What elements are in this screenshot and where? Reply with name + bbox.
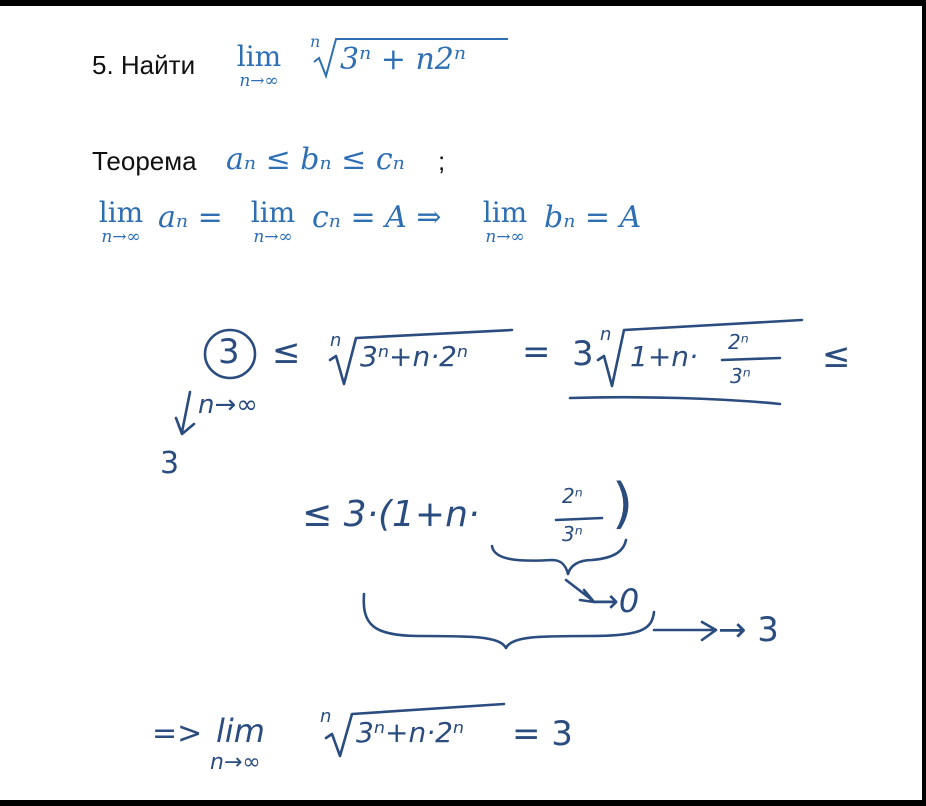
hw-rhs-root-index: n xyxy=(600,324,612,345)
hw-radicand: 3ⁿ+n·2ⁿ xyxy=(360,340,469,373)
arrow-to-zero xyxy=(566,580,594,602)
hw-final-implies: => xyxy=(152,716,203,751)
hw-line2-frac-den: 3ⁿ xyxy=(562,522,583,546)
root-index: n xyxy=(310,32,321,51)
theorem-term-b: bₙ = A xyxy=(544,200,642,235)
lim-subscript: n→∞ xyxy=(239,71,279,91)
frame-bottom-border xyxy=(0,800,926,806)
small-brace xyxy=(492,540,626,574)
hw-to-three: → 3 xyxy=(718,610,779,650)
lim-subscript: n→∞ xyxy=(101,227,141,247)
theorem-term-c: cₙ = A ⇒ xyxy=(312,200,442,235)
lim-word: lim xyxy=(250,196,296,229)
hw-frac-num: 2ⁿ xyxy=(728,330,749,354)
arrow-to-three xyxy=(654,622,716,640)
frame-right-border xyxy=(922,0,926,806)
lim-word: lim xyxy=(482,196,528,229)
hw-line2-close-paren: ) xyxy=(612,472,634,535)
lim-subscript: n→∞ xyxy=(485,227,525,247)
hw-arrow-note: n→∞ xyxy=(198,390,258,420)
hw-rhs-radicand: 1+n· xyxy=(630,340,698,373)
circled-three: 3 xyxy=(218,332,240,372)
hw-final-sub: n→∞ xyxy=(210,750,261,775)
radical-line1-right xyxy=(598,320,802,386)
hw-final-result: = 3 xyxy=(512,714,573,754)
hw-final-radicand: 3ⁿ+n·2ⁿ xyxy=(356,716,465,749)
hw-to-zero: →0 xyxy=(592,582,640,620)
problem-label: 5. Найти xyxy=(92,50,196,80)
lim-subscript: n→∞ xyxy=(253,227,293,247)
theorem-term-a: aₙ = xyxy=(158,200,223,235)
hw-final-root-index: n xyxy=(320,706,332,727)
fraction-bar-line1 xyxy=(722,358,780,360)
hw-root-index: n xyxy=(330,330,342,351)
hw-factor-three: 3 xyxy=(572,334,594,374)
lim-word: lim xyxy=(98,196,144,229)
hw-frac-den: 3ⁿ xyxy=(730,364,751,388)
hw-equals: = xyxy=(522,332,551,372)
theorem-semicolon: ; xyxy=(438,146,446,176)
hw-leq: ≤ xyxy=(272,332,301,372)
hw-limit-three: 3 xyxy=(160,446,180,481)
problem-radicand: 3ⁿ + n2ⁿ xyxy=(340,42,467,77)
lim-word: lim xyxy=(236,40,282,73)
underline-line1 xyxy=(570,397,780,404)
theorem-label: Теорема xyxy=(92,146,197,176)
hw-trailing-leq: ≤ xyxy=(822,336,851,376)
hw-line2-frac-num: 2ⁿ xyxy=(562,484,583,508)
fraction-bar-line2 xyxy=(556,518,602,520)
hw-final-lim: lim xyxy=(216,712,265,750)
arrow-down xyxy=(176,392,194,434)
hw-line2: ≤ 3·(1+n· xyxy=(302,494,480,535)
theorem-inequality: aₙ ≤ bₙ ≤ cₙ xyxy=(226,142,405,177)
